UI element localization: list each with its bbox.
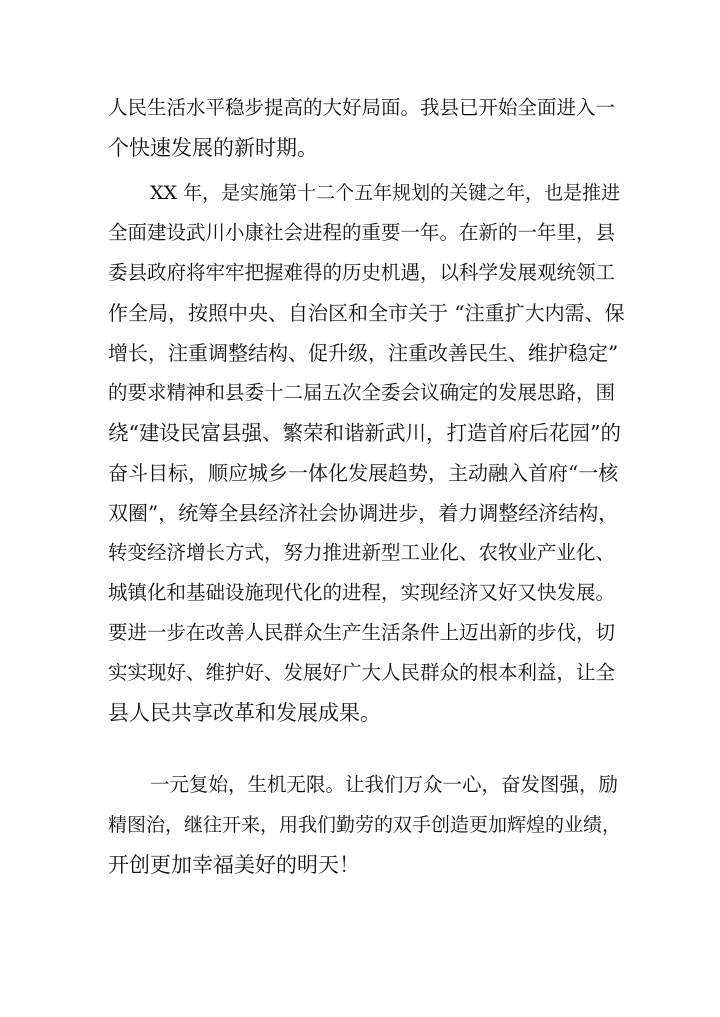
paragraph-3-line-2: 精图治，继往开来，用我们勤劳的双手创造更加辉煌的业绩， [108, 814, 622, 836]
paragraph-2-line-8: 奋斗目标，顺应城乡一体化发展趋势，主动融入首府“一核 [108, 461, 619, 485]
paragraph-2-line-5: 增长，注重调整结构、促升级，注重改善民生、维护稳定” [108, 341, 619, 365]
paragraph-2-line-10: 转变经济增长方式，努力推进新型工业化、农牧业产业化、 [108, 541, 616, 564]
paragraph-2-line-13: 实实现好、维护好、发展好广大人民群众的根本利益，让全 [108, 661, 616, 684]
paragraph-2-line-11: 城镇化和基础设施现代化的进程，实现经济又好又快发展。 [108, 581, 616, 604]
paragraph-1-line-1: 人民生活水平稳步提高的大好局面。我县已开始全面进入一 [108, 96, 616, 119]
paragraph-2-line-4: 作全局，按照中央、自治区和全市关于 “注重扩大内需、保 [108, 301, 625, 325]
paragraph-3-line-1: 一元复始，生机无限。让我们万众一心，奋发图强，励 [150, 773, 619, 796]
paragraph-2-line-1: XX 年，是实施第十二个五年规划的关键之年，也是推进 [150, 182, 621, 204]
paragraph-2-line-3: 委县政府将牢牢把握难得的历史机遇，以科学发展观统领工 [108, 261, 616, 284]
paragraph-2-line-14: 县人民共享改革和发展成果。 [108, 701, 381, 725]
paragraph-1-line-2: 个快速发展的新时期。 [108, 136, 318, 160]
paragraph-3-line-3: 开创更加幸福美好的明天！ [108, 853, 360, 877]
paragraph-2-line-9: 双圈”，统筹全县经济社会协调进步，着力调整经济结构， [108, 501, 619, 525]
paragraph-2-line-2: 全面建设武川小康社会进程的重要一年。在新的一年里，县 [108, 221, 616, 244]
paragraph-2-line-12: 要进一步在改善人民群众生产生活条件上迈出新的步伐，切 [108, 621, 616, 644]
paragraph-2-line-7: 绕“建设民富县强、繁荣和谐新武川，打造首府后花园”的 [108, 421, 621, 445]
paragraph-2-line-6: 的要求精神和县委十二届五次全委会议确定的发展思路，围 [108, 381, 616, 404]
